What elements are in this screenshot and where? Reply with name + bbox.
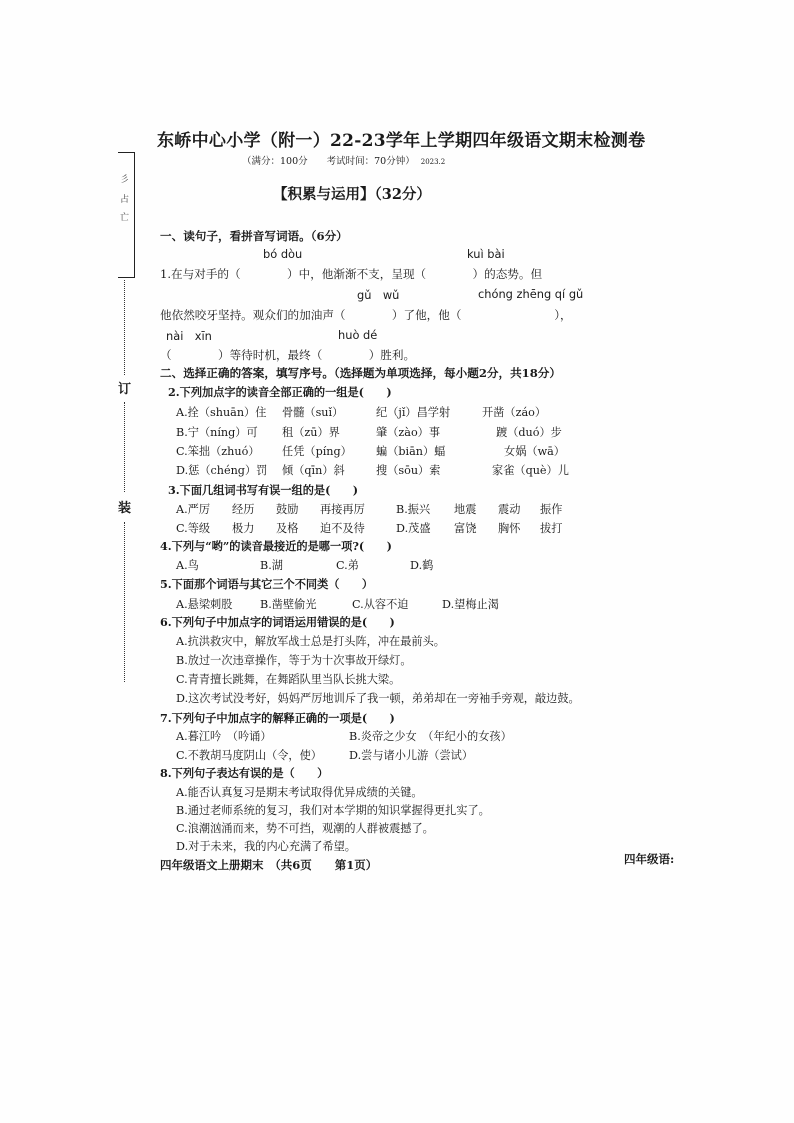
score-time-info: （满分：100分 考试时间：70分钟） [242, 156, 415, 167]
seal-char: 占 [120, 195, 130, 205]
option: A.暮江吟 （吟诵） [176, 730, 272, 743]
option: D.尝与诸小儿游（尝试） [349, 749, 474, 762]
part1-heading: 一、读句子，看拼音写词语。（6分） [160, 229, 348, 243]
option: D.惩（chéng）罚 [176, 464, 268, 477]
option: B.凿壁偷光 [260, 598, 317, 611]
question-1-line: （ ）等待时机，最终（ ）胜利。 [160, 348, 416, 362]
option: B.振兴 [396, 503, 431, 516]
page-footer-left: 四年级语文上册期末 （共6页 第1页） [160, 858, 378, 872]
option: B.炎帝之少女 （年纪小的女孩） [349, 730, 512, 743]
option: B.通过老师系统的复习，我们对本学期的知识掌握得更扎实了。 [176, 804, 490, 817]
option: 振作 [540, 503, 563, 516]
option: B.湖 [260, 559, 283, 572]
option: 再接再厉 [320, 503, 365, 516]
question-4: 4.下列与“哟”的读音最接近的是哪一项?( ) [160, 539, 392, 553]
option: D.茂盛 [396, 522, 431, 535]
option: 开凿（záo） [482, 406, 547, 419]
option: B.放过一次违章操作，等于为十次事故开绿灯。 [176, 654, 412, 667]
option: A.鸟 [176, 559, 199, 572]
seal-char: 彡 [120, 175, 130, 185]
pinyin: bó dòu [263, 247, 303, 261]
question-3: 3.下面几组词书写有误一组的是( ) [168, 483, 359, 497]
option: B.宁（níng）可 [176, 426, 258, 439]
question-1-line: 1.在与对手的（ ）中，他渐渐不支，呈现（ ）的态势。但 [160, 267, 543, 281]
option: 极力 [232, 522, 255, 535]
option: C.青青擅长跳舞，在舞蹈队里当队长挑大梁。 [176, 673, 401, 686]
question-6: 6.下列句子中加点字的词语运用错误的是( ) [160, 615, 395, 629]
exam-date: 2023.2 [420, 158, 446, 166]
option: 地震 [454, 503, 477, 516]
option: C.从容不迫 [352, 598, 409, 611]
option: 震动 [498, 503, 521, 516]
binding-dotted-line [124, 402, 125, 492]
option: 经历 [232, 503, 255, 516]
option: 女娲（wā） [504, 445, 565, 458]
option: 肇（zào）事 [376, 426, 441, 439]
option: 及格 [276, 522, 299, 535]
question-2: 2.下列加点字的读音全部正确的一组是( ) [168, 385, 392, 399]
option: 纪（jǐ）昌学射 [376, 406, 451, 419]
option: C.弟 [336, 559, 359, 572]
binding-dotted-line [124, 522, 125, 682]
option: A.能否认真复习是期末考试取得优异成绩的关键。 [176, 786, 423, 799]
pinyin: gǔ wǔ [357, 288, 400, 302]
exam-subtitle [242, 153, 445, 167]
pinyin: nài xīn [166, 329, 212, 343]
option: C.笨拙（zhuó） [176, 445, 260, 458]
option: C.浪潮汹涌而来，势不可挡，观潮的人群被震撼了。 [176, 822, 434, 835]
option: 倾（qīn）斜 [282, 464, 345, 477]
option: D.望梅止渴 [442, 598, 499, 611]
option: C.等级 [176, 522, 211, 535]
binding-dotted-line [124, 280, 125, 375]
pinyin: huò dé [338, 328, 378, 342]
option: 搜（sōu）索 [376, 464, 441, 477]
option: D.鹤 [410, 559, 434, 572]
option: A.拴（shuān）住 [176, 406, 267, 419]
binding-char: 装 [118, 501, 132, 516]
option: 骨髓（suǐ） [282, 406, 344, 419]
section-title: 【积累与运用】（32分） [273, 186, 431, 203]
option: 富饶 [454, 522, 477, 535]
question-8: 8.下列句子表达有误的是（ ） [160, 766, 329, 780]
option: 任凭（píng） [282, 445, 352, 458]
question-5: 5.下面那个词语与其它三个不同类（ ） [160, 577, 374, 591]
option: 家雀（què）儿 [492, 464, 569, 477]
option: 踱（duó）步 [496, 426, 562, 439]
question-7: 7.下列句子中加点字的解释正确的一项是( ) [160, 711, 395, 725]
option: 拔打 [540, 522, 563, 535]
pinyin: kuì bài [467, 247, 505, 261]
option: D.对于未来，我的内心充满了希望。 [176, 840, 356, 853]
option: A.悬梁刺股 [176, 598, 233, 611]
option: C.不教胡马度阴山（令，使） [176, 749, 322, 762]
option: A.抗洪救灾中，解放军战士总是打头阵，冲在最前头。 [176, 635, 445, 648]
seal-char: 亡 [120, 213, 130, 223]
option: 蝙（biān）蝠 [376, 445, 446, 458]
part2-heading: 二、选择正确的答案，填写序号。（选择题为单项选择，每小题2分，共18分） [160, 366, 561, 380]
option: A.严厉 [176, 503, 211, 516]
option: 迫不及待 [320, 522, 365, 535]
question-1-line: 他依然咬牙坚持。观众们的加油声（ ）了他，他（ ）， [160, 308, 572, 322]
option: 鼓励 [276, 503, 299, 516]
exam-title: 东峤中心小学（附一）22-23学年上学期四年级语文期末检测卷 [157, 131, 646, 151]
option: 租（zū）界 [282, 426, 340, 439]
option: 胸怀 [498, 522, 521, 535]
pinyin: chóng zhēng qí gǔ [478, 287, 584, 301]
option: D.这次考试没考好，妈妈严厉地训斥了我一顿，弟弟却在一旁袖手旁观，敲边鼓。 [176, 692, 580, 705]
binding-char: 订 [118, 382, 132, 397]
page-footer-right: 四年级语: [624, 852, 675, 866]
